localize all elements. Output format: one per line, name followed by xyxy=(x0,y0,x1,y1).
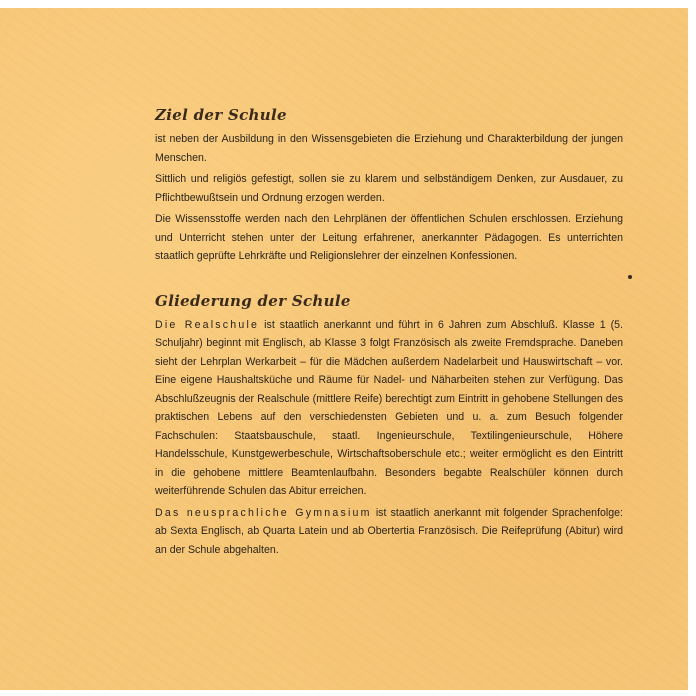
gymnasium-text: ist staatlich anerkannt mit folgender Sprachenfolge: ab Sexta Englisch, ab Quarta Latein und ab Obertertia Französisch. Die Reifeprüfung (Abitur) wird an der Schule abgehalten. xyxy=(155,506,623,556)
paragraph-ziel-3: Die Wissensstoffe werden nach den Lehrplänen der öffentlichen Schulen erschlossen. Erziehung und Unterricht stehen unter der Leitung erfahrener, anerkannter Pädagogen. Es unterrichten staatlich geprüfte Lehrkräfte und Religionslehrer der einzelnen Konfessionen. xyxy=(155,213,623,262)
paragraph-ziel-2: Sittlich und religiös gefestigt, sollen sie zu klarem und selbständigem Denken, zur Ausdauer, zu Pflichtbewußtsein und Ordnung erzogen werden. xyxy=(155,173,623,204)
paper-page xyxy=(0,8,688,690)
section-heading-ziel: Ziel der Schule xyxy=(155,106,287,124)
paragraph-ziel-1: ist neben der Ausbildung in den Wissensgebieten die Erziehung und Charakterbildung der jungen Menschen. xyxy=(155,133,623,164)
paragraph-realschule xyxy=(155,316,623,501)
paragraph-gymnasium xyxy=(155,504,623,560)
realschule-text: ist staatlich anerkannt und führt in 6 Jahren zum Abschluß. Klasse 1 (5. Schuljahr) beginnt mit Englisch, ab Klasse 3 folgt Französisch als zweite Fremdsprache. Daneben sieht der Lehrplan Werkarbeit – für die Mädchen außerdem Nadelarbeit und Hauswirtschaft – vor. Eine eigene Haushaltsküche und Räume für Nadel- und Näharbeiten stehen zur Verfügung. Das Abschlußzeugnis der Realschule (mittlere Reife) berechtigt zum Eintritt in gehobene Stellungen des praktischen Lebens auf den verschiedensten Gebieten und u. a. zum Besuch folgender Fachschulen: Staatsbauschule, staatl. Ingenieurschule, Textilingenieurschule, Höhere Handelsschule, Kunstgewerbeschule, Wirtschaftsoberschule etc.; weiter ermöglicht es den Eintritt in die gehobene mittlere Beamtenlaufbahn. Besonders begabte Realschüler können durch weiterführende Schulen das Abitur erreichen. xyxy=(155,318,623,497)
ink-speck xyxy=(628,275,632,279)
realschule-label: Die Realschule xyxy=(155,318,260,331)
gymnasium-label: Das neusprachliche Gymnasium xyxy=(155,506,372,519)
section-heading-gliederung: Gliederung der Schule xyxy=(155,291,351,310)
document-body xyxy=(155,106,623,562)
